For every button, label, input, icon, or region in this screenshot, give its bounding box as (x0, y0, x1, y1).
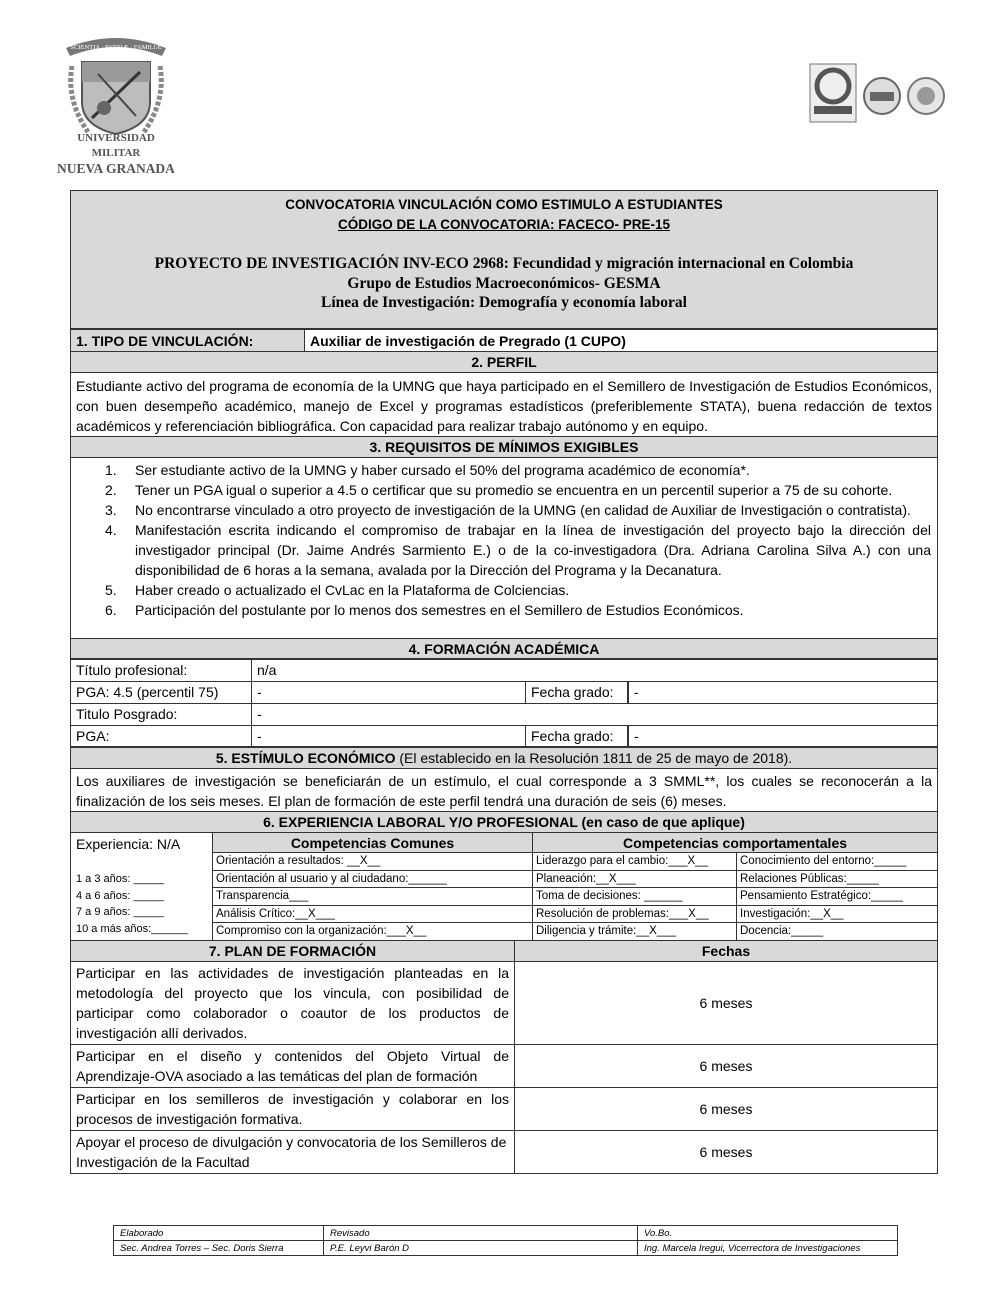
requisito-item (71, 520, 931, 580)
requisito-number: 2. (105, 482, 117, 498)
requisito-item (71, 580, 931, 600)
competencia-cell: Resolución de problemas:___X__ (533, 905, 737, 923)
formacion-row-pga2 (71, 726, 937, 748)
pga1-value: - (251, 682, 525, 703)
formacion-row-pga1 (71, 682, 937, 704)
competencia-cell: Toma de decisiones: ______ (533, 888, 737, 906)
competencia-cell: Orientación al usuario y al ciudadano:______ (213, 870, 533, 888)
footer-elaborado-label: Elaborado (114, 1226, 324, 1241)
competencia-row (213, 870, 938, 888)
experiencia-label: Experiencia: N/A (76, 836, 181, 852)
pga1-label: PGA: 4.5 (percentil 75) (76, 684, 219, 700)
fecha2-value: - (627, 726, 937, 746)
titulo-value: n/a (251, 660, 937, 681)
fecha2-label: Fecha grado: (525, 726, 627, 746)
competencia-cell: Diligencia y trámite:__X___ (533, 923, 737, 941)
requisito-number: 5. (105, 582, 117, 598)
estimulo-text: Los auxiliares de investigación se beneficiarán de un estímulo, el cual corresponde a 3 SMML**, los cuales se reconocerán a la finalización de los seis meses. El plan de formación de este perfil tendrá una duración de seis (6) meses. (71, 769, 937, 812)
competencia-row (213, 888, 938, 906)
formacion-row-titulo (71, 660, 937, 682)
footer-revisado-value: P.E. Leyvi Barón D (324, 1241, 638, 1256)
competencia-cell: Análisis Crítico:__X___ (213, 905, 533, 923)
plan-row (71, 1130, 938, 1173)
requisitos-title: 3. REQUISITOS DE MÍNIMOS EXIGIBLES (71, 437, 937, 458)
requisito-number: 3. (105, 502, 117, 518)
plan-fecha: 6 meses (515, 1130, 938, 1173)
certification-seals-logo (806, 62, 954, 124)
requisito-item (71, 480, 931, 500)
competencia-cell: Compromiso con la organización:___X__ (213, 923, 533, 941)
document-header (71, 191, 937, 329)
requisito-number: 1. (105, 462, 117, 478)
project-title: PROYECTO DE INVESTIGACIÓN INV-ECO 2968: Fecundidad y migración internacional en Colombia (154, 255, 854, 272)
formacion-row-posgrado (71, 704, 937, 726)
convocatoria-form (70, 190, 938, 1174)
plan-activity: Participar en los semilleros de investigación y colaborar en los procesos de investigación formativa. (71, 1087, 515, 1130)
research-line: Línea de Investigación: Demografía y economía laboral (321, 294, 687, 311)
plan-row (71, 1087, 938, 1130)
tipo-label: 1. TIPO DE VINCULACIÓN: (71, 330, 304, 351)
competencia-cell: Conocimiento del entorno:_____ (737, 853, 938, 871)
university-name-line1: UNIVERSIDAD MILITAR (77, 132, 155, 159)
competencia-row (213, 905, 938, 923)
experiencia-left (71, 833, 212, 940)
plan-row (71, 1044, 938, 1087)
logo-motto: SCIENTIA · PATRIÆ · FAMILIÆ (70, 44, 162, 51)
header-code: CÓDIGO DE LA CONVOCATORIA: FACECO- PRE-15 (337, 217, 671, 232)
university-name (52, 131, 180, 176)
estimulo-title (71, 748, 937, 769)
requisito-item (71, 500, 931, 520)
comportamentales-header: Competencias comportamentales (533, 833, 938, 853)
plan-table (70, 940, 938, 1174)
competencia-row (213, 853, 938, 871)
competencia-row (213, 923, 938, 941)
plan-fecha: 6 meses (515, 1087, 938, 1130)
experiencia-range: 10 a más años:______ (76, 922, 188, 935)
footer-elaborado-value: Sec. Andrea Torres – Sec. Doris Sierra (114, 1241, 324, 1256)
competencia-cell: Liderazgo para el cambio:___X__ (533, 853, 737, 871)
requisito-number: 6. (105, 602, 117, 618)
fecha1-label: Fecha grado: (525, 682, 627, 703)
requisito-text: Haber creado o actualizado el CvLac en la Plataforma de Colciencias. (135, 582, 570, 598)
requisito-text: Manifestación escrita indicando el compromiso de trabajar en la línea de investigación del proyecto bajo la dirección del investigador principal (Dr. Jaime Andrés Sarmiento E.) o de la co-investigadora (Dra. Adriana Carolina Silva A.) con una disponibilidad de 6 horas a la semana, avalada por la Dirección del Programa y la Decanatura. (135, 522, 931, 578)
requisito-text: Tener un PGA igual o superior a 4.5 o certificar que su promedio se encuentra en un percentil superior a 75 de su cohorte. (135, 482, 893, 498)
requisito-text: Ser estudiante activo de la UMNG y haber cursado el 50% del programa académico de economía*. (135, 462, 750, 478)
comunes-header: Competencias Comunes (213, 833, 533, 853)
posgrado-value: - (251, 704, 937, 725)
fechas-title: Fechas (515, 940, 938, 961)
footer-vobo-value: Ing. Marcela Iregui, Vicerrectora de Investigaciones (638, 1241, 898, 1256)
formacion-title: 4. FORMACIÓN ACADÉMICA (71, 639, 937, 660)
tipo-value: Auxiliar de investigación de Pregrado (1 CUPO) (304, 330, 937, 351)
research-group: Grupo de Estudios Macroeconómicos- GESMA (347, 274, 661, 292)
experiencia-range: 7 a 9 años: _____ (76, 906, 165, 918)
competencia-cell: Docencia:_____ (737, 923, 938, 941)
competencia-cell: Pensamiento Estratégico:_____ (737, 888, 938, 906)
perfil-text: Estudiante activo del programa de economía de la UMNG que haya participado en el Semillero de Investigación de Estudios Económicos, con buen desempeño académico, manejo de Excel y programas estadísticos (preferiblemente STATA), buena redacción de textos académicos y referenciación bibliográfica. Con capacidad para realizar trabajo autónomo y en equipo. (71, 373, 937, 437)
estimulo-title-bold: 5. ESTÍMULO ECONÓMICO (215, 750, 396, 766)
tipo-row (71, 329, 937, 352)
pga2-value: - (251, 726, 525, 746)
competencia-cell: Planeación:__X___ (533, 870, 737, 888)
footer-vobo-label: Vo.Bo. (638, 1226, 898, 1241)
posgrado-label: Titulo Posgrado: (76, 706, 178, 722)
fecha1-value: - (627, 682, 937, 703)
perfil-title: 2. PERFIL (71, 352, 937, 373)
competencia-cell: Investigación:__X__ (737, 905, 938, 923)
plan-activity: Apoyar el proceso de divulgación y convocatoria de los Semilleros de Investigación de la Facultad (71, 1130, 515, 1173)
competencias-table (212, 832, 938, 941)
requisitos-list (71, 458, 937, 639)
plan-row (71, 961, 938, 1044)
pga2-label: PGA: (76, 728, 110, 744)
header-line1: CONVOCATORIA VINCULACIÓN COMO ESTIMULO A ESTUDIANTES (285, 197, 723, 212)
competencia-cell: Transparencia___ (213, 888, 533, 906)
university-name-line2: NUEVA GRANADA (57, 161, 175, 176)
experiencia-block (71, 833, 937, 941)
competencia-cell: Orientación a resultados: __X__ (213, 853, 533, 871)
plan-title: 7. PLAN DE FORMACIÓN (71, 940, 515, 961)
requisito-item (71, 600, 931, 620)
plan-activity: Participar en las actividades de investigación planteadas en la metodología del proyecto que los vincula, con posibilidad de participar como colaborador o coautor de los productos de investigación allí derivados. (71, 961, 515, 1044)
plan-fecha: 6 meses (515, 961, 938, 1044)
competencia-cell: Relaciones Públicas:_____ (737, 870, 938, 888)
titulo-label: Título profesional: (76, 662, 188, 678)
plan-activity: Participar en el diseño y contenidos del Objeto Virtual de Aprendizaje-OVA asociado a las temáticas del plan de formación (71, 1044, 515, 1087)
requisito-text: No encontrarse vinculado a otro proyecto de investigación de la UMNG (en calidad de Auxiliar de Investigación o contratista). (135, 502, 911, 518)
estimulo-title-rest: (El establecido en la Resolución 1811 de 25 de mayo de 2018). (395, 750, 793, 766)
footer-revisado-label: Revisado (324, 1226, 638, 1241)
requisito-number: 4. (105, 522, 117, 538)
approval-footer (113, 1225, 898, 1256)
requisito-item (71, 460, 931, 480)
experiencia-title: 6. EXPERIENCIA LABORAL Y/O PROFESIONAL (en caso de que aplique) (71, 812, 937, 833)
experiencia-range: 1 a 3 años: _____ (76, 873, 165, 885)
experiencia-range: 4 a 6 años: _____ (76, 889, 165, 902)
plan-fecha: 6 meses (515, 1044, 938, 1087)
requisito-text: Participación del postulante por lo menos dos semestres en el Semillero de Estudios Económicos. (135, 602, 744, 618)
